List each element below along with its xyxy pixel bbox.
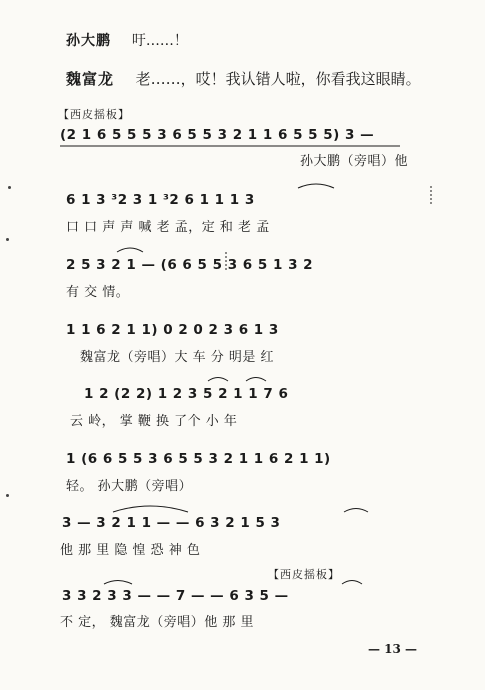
lyrics-line: 口 口 声 声 喊 老 孟，定 和 老 孟 (66, 220, 270, 235)
margin-dot (8, 186, 11, 189)
speaker-name: 孙大鹏 (66, 33, 111, 49)
page-number: — 13 — (368, 642, 418, 656)
lyrics-line: 云 岭， 掌 鞭 换 了个 小 年 (70, 414, 238, 429)
lyrics-line: 孙大鹏（旁唱）他 (300, 154, 409, 169)
speaker-name: 魏富龙 (66, 70, 115, 88)
notation-line: 3 — 3 2 1 1 — — 6 3 2 1 5 3 (62, 515, 281, 531)
lyrics-line: 魏富龙（旁唱）大 车 分 明是 红 (80, 350, 275, 365)
notation-line: 6 1 3 ³2 3 1 ³2 6 1 1 1 3 (66, 192, 255, 208)
notation-line: (2 1 6 5 5 5 3 6 5 5 3 2 1 1 6 5 5 5) 3 — (60, 127, 375, 143)
notation-line: 1 2 (2 2) 1 2 3 5 2 1 1 7 6 (84, 386, 289, 402)
dialogue-text: 老……，哎！我认错人啦，你看我这眼睛。 (135, 70, 421, 88)
notation-line: 1 1 6 2 1 1) 0 2 0 2 3 6 1 3 (66, 322, 279, 338)
mode-tag: 【西皮摇板】 (58, 108, 130, 121)
notation-line: 3 3 2 3 3 — — 7 — — 6 3 5 — (62, 588, 289, 604)
margin-dot (6, 238, 9, 241)
lyrics-line: 有 交 情。 (66, 285, 130, 300)
dialogue-text: 吁……！ (131, 33, 188, 49)
notation-line: 1 (6 6 5 5 3 6 5 5 3 2 1 1 6 2 1 1) (66, 451, 331, 467)
mode-tag: 【西皮摇板】 (268, 568, 340, 581)
lyrics-line: 他 那 里 隐 惶 恐 神 色 (60, 543, 201, 558)
lyrics-line: 不 定， 魏富龙（旁唱）他 那 里 (60, 615, 255, 630)
lyrics-line: 轻。 孙大鹏（旁唱） (66, 479, 193, 494)
notation-line: 2 5 3 2 1 — (6 6 5 5 3 6 5 1 3 2 (66, 257, 314, 273)
margin-dot (6, 494, 9, 497)
